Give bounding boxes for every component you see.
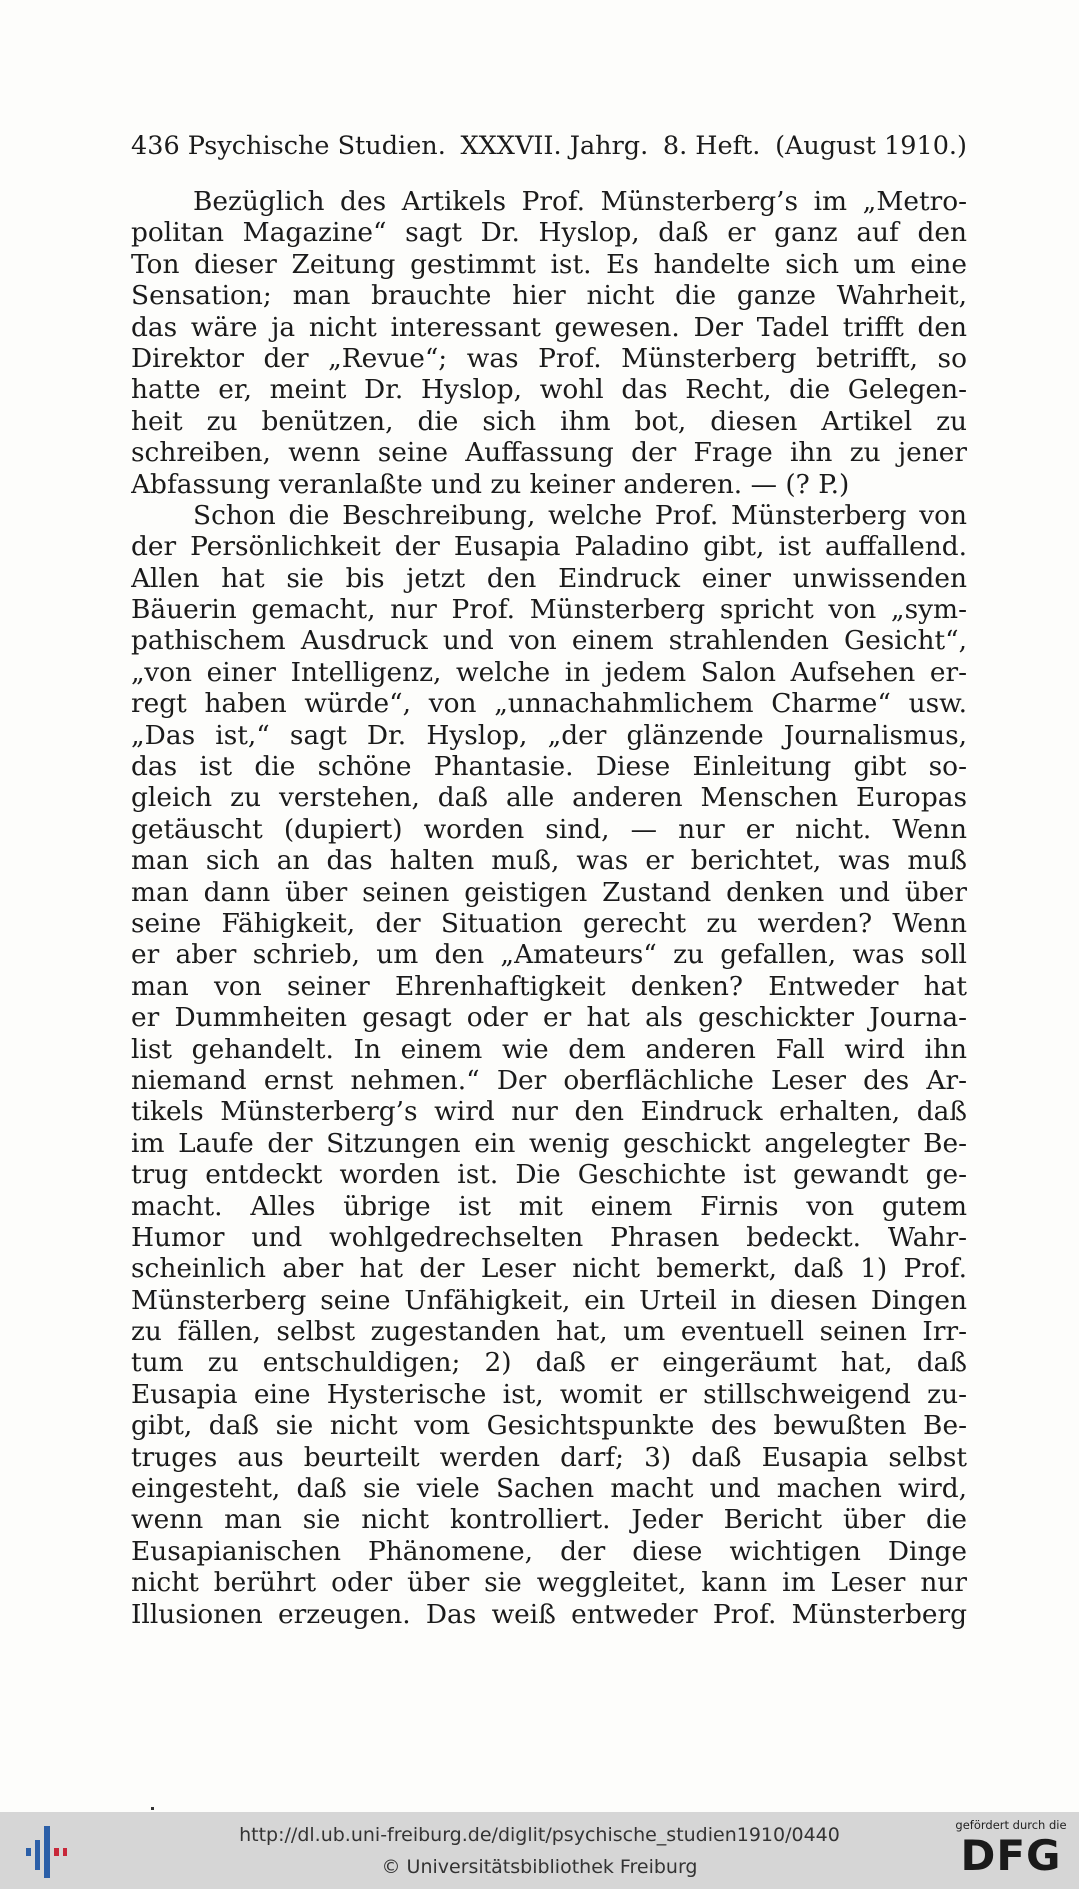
text-line: man von seiner Ehrenhaftigkeit denken? Entweder hat [131, 970, 967, 1002]
text-line: politan Magazine“ sagt Dr. Hyslop, daß er ganz auf den [131, 217, 967, 249]
text-line: trug entdeckt worden ist. Die Geschichte ist gewandt ge- [131, 1159, 967, 1191]
text-line: Illusionen erzeugen. Das weiß entweder Prof. Münsterberg [131, 1598, 967, 1630]
header-issue: 8. Heft. [662, 131, 761, 161]
text-line: Eusapia eine Hysterische ist, womit er stillschweigend zu- [131, 1378, 967, 1410]
text-line: seine Fähigkeit, der Situation gerecht zu werden? Wenn [131, 907, 967, 939]
text-line: das ist die schöne Phantasie. Diese Einleitung gibt so- [131, 751, 967, 783]
text-line: der Persönlichkeit der Eusapia Paladino gibt, ist auffallend. [131, 531, 967, 563]
text-line: Sensation; man brauchte hier nicht die ganze Wahrheit, [131, 280, 967, 312]
footer-copyright: © Universitätsbibliothek Freiburg [381, 1856, 698, 1878]
text-line: tikels Münsterberg’s wird nur den Eindruck erhalten, daß [131, 1096, 967, 1128]
text-line: Eusapianischen Phänomene, der diese wichtigen Dinge [131, 1535, 967, 1567]
text-line: Münsterberg seine Unfähigkeit, ein Urteil in diesen Dingen [131, 1284, 967, 1316]
text-line: hatte er, meint Dr. Hyslop, wohl das Recht, die Gelegen- [131, 374, 967, 406]
dfg-caption: gefördert durch die [955, 1818, 1067, 1832]
dfg-sponsor [955, 1818, 1067, 1884]
text-line: im Laufe der Sitzungen ein wenig geschickt angelegter Be- [131, 1127, 967, 1159]
text-line: Bezüglich des Artikels Prof. Münsterberg’s im „Metro- [193, 186, 967, 217]
text-line: tum zu entschuldigen; 2) daß er eingeräumt hat, daß [131, 1347, 967, 1379]
footer-bar [0, 1812, 1079, 1889]
dfg-logo: DFG [960, 1831, 1062, 1880]
text-line: heit zu benützen, die sich ihm bot, diesen Artikel zu [131, 405, 967, 437]
text-line: gleich zu verstehen, daß alle anderen Menschen Europas [131, 782, 967, 814]
text-line: er Dummheiten gesagt oder er hat als geschickter Journa- [131, 1002, 967, 1034]
text-line: Schon die Beschreibung, welche Prof. Münsterberg von [193, 499, 967, 531]
text-line: list gehandelt. In einem wie dem anderen Fall wird ihn [131, 1033, 967, 1065]
text-line: eingesteht, daß sie viele Sachen macht und machen wird, [131, 1473, 967, 1505]
text-line: regt haben würde“, von „unnachahmlichem Charme“ usw. [131, 688, 967, 720]
text-line: scheinlich aber hat der Leser nicht bemerkt, daß 1) Prof. [131, 1253, 967, 1285]
text-line: pathischem Ausdruck und von einem strahlenden Gesicht“, [131, 625, 967, 657]
text-line: zu fällen, selbst zugestanden hat, um eventuell seinen Irr- [131, 1316, 967, 1348]
header-volume: XXXVII. Jahrg. [460, 131, 649, 161]
header-title: 436 Psychische Studien. [131, 131, 446, 161]
page-header [131, 128, 967, 164]
text-line: er aber schrieb, um den „Amateurs“ zu gefallen, was soll [131, 939, 967, 971]
text-line: das wäre ja nicht interessant gewesen. Der Tadel trifft den [131, 311, 967, 343]
text-line: niemand ernst nehmen.“ Der oberflächliche Leser des Ar- [131, 1064, 967, 1096]
text-line: Direktor der „Revue“; was Prof. Münsterberg betrifft, so [131, 342, 967, 374]
text-line: schreiben, wenn seine Auffassung der Frage ihn zu jener [131, 437, 967, 469]
text-line: Abfassung veranlaßte und zu keiner anderen. — (? P.) [131, 468, 850, 500]
text-line: Humor und wohlgedrechselten Phrasen bedeckt. Wahr- [131, 1221, 967, 1253]
text-line: getäuscht (dupiert) worden sind, — nur er nicht. Wenn [131, 813, 967, 845]
text-line: man sich an das halten muß, was er berichtet, was muß [131, 845, 967, 877]
body-text [131, 186, 967, 1630]
text-line: „Das ist,“ sagt Dr. Hyslop, „der glänzende Journalismus, [131, 719, 967, 751]
text-line: man dann über seinen geistigen Zustand denken und über [131, 876, 967, 908]
text-line: Ton dieser Zeitung gestimmt ist. Es handelte sich um eine [131, 248, 967, 280]
text-line: macht. Alles übrige ist mit einem Firnis von gutem [131, 1190, 967, 1222]
footer-url-link[interactable]: http://dl.ub.uni-freiburg.de/diglit/psychische_studien1910/0440 [239, 1824, 840, 1846]
text-line: Allen hat sie bis jetzt den Eindruck einer unwissenden [131, 562, 967, 594]
text-line: nicht berührt oder über sie weggleitet, kann im Leser nur [131, 1567, 967, 1599]
scan-speck [151, 1807, 154, 1810]
text-line: wenn man sie nicht kontrolliert. Jeder Bericht über die [131, 1504, 967, 1536]
header-date: (August 1910.) [775, 131, 967, 161]
text-line: gibt, daß sie nicht vom Gesichtspunkte des bewußten Be- [131, 1410, 967, 1442]
text-line: „von einer Intelligenz, welche in jedem Salon Aufsehen er- [131, 656, 967, 688]
text-line: Bäuerin gemacht, nur Prof. Münsterberg spricht von „sym- [131, 594, 967, 626]
text-line: truges aus beurteilt werden darf; 3) daß Eusapia selbst [131, 1441, 967, 1473]
